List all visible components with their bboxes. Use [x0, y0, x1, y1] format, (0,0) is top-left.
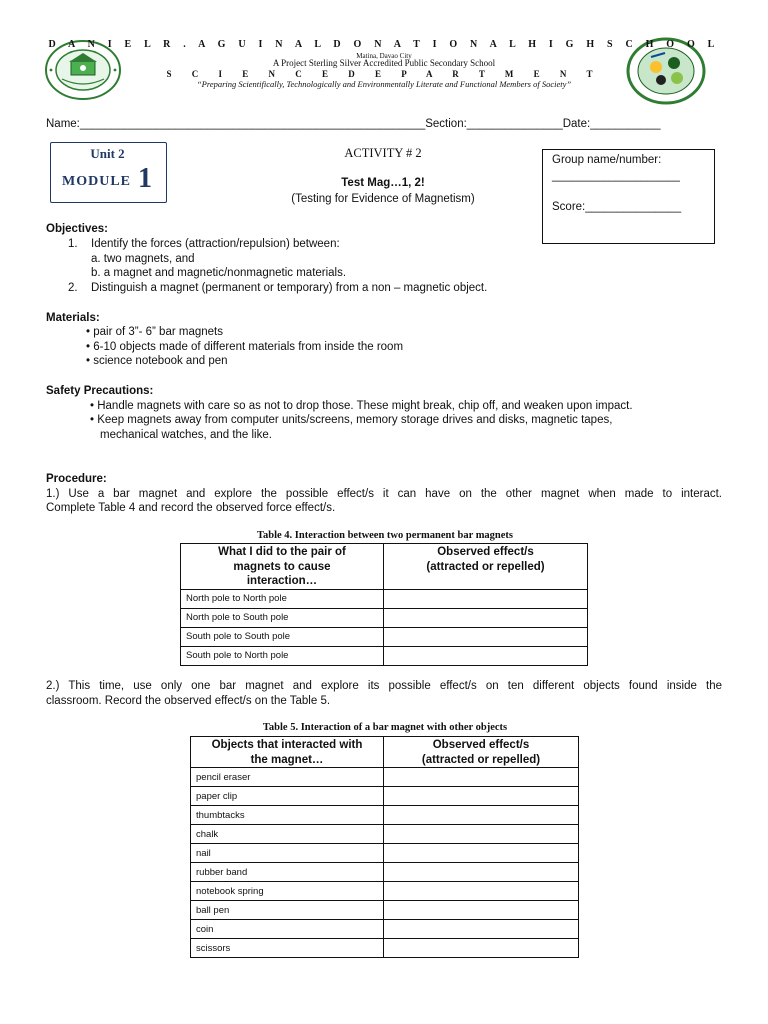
table5-cell-object: scissors: [191, 939, 384, 958]
table4-cell-action: North pole to North pole: [181, 589, 384, 608]
table5-header-effect: [384, 737, 579, 768]
table-row: [181, 646, 588, 665]
material-item: • science notebook and pen: [86, 355, 228, 367]
table4-header-line: Observed effect/s: [437, 546, 534, 558]
activity-title: ACTIVITY # 2: [344, 146, 422, 160]
material-item: • 6-10 objects made of different materials from inside the room: [86, 341, 404, 353]
table5-cell-object: coin: [191, 920, 384, 939]
objective-number: 1.: [68, 238, 78, 250]
accreditation-line: A Project Sterling Silver Accredited Public Secondary School: [272, 58, 496, 68]
group-name-label: Group name/number:: [552, 154, 662, 166]
table-row: [181, 627, 588, 646]
procedure-step-2-continued: classroom. Record the observed effect/s on the Table 5.: [46, 695, 331, 707]
table4-header-line: What I did to the pair of: [218, 546, 346, 558]
objective-subitem: b. a magnet and magnetic/nonmagnetic materials.: [91, 267, 347, 279]
table5-cell-object: rubber band: [191, 863, 384, 882]
material-item-text: science notebook and pen: [93, 355, 228, 367]
table5-cell-object: notebook spring: [191, 882, 384, 901]
table4-header-action: [181, 544, 384, 590]
table5-cell-effect[interactable]: [384, 787, 579, 806]
table4-header-line: interaction…: [246, 575, 318, 587]
department-name: S C I E N C E D E P A R T M E N T: [166, 69, 602, 79]
table5-header-line: (attracted or repelled): [421, 753, 541, 766]
table5-cell-object: paper clip: [191, 787, 384, 806]
table4-header-line: (attracted or repelled): [426, 560, 545, 573]
table5: [190, 736, 579, 958]
table4-cell-effect[interactable]: [384, 627, 588, 646]
table4: [180, 543, 588, 666]
group-name-field[interactable]: ____________________: [552, 170, 680, 182]
table-row: [191, 920, 579, 939]
table5-cell-effect[interactable]: [384, 939, 579, 958]
table-row: [181, 589, 588, 608]
objective-subitem: a. two magnets, and: [91, 253, 195, 265]
table5-cell-effect[interactable]: [384, 825, 579, 844]
table5-cell-effect[interactable]: [384, 863, 579, 882]
procedure-heading: Procedure:: [46, 473, 107, 485]
table-row: [191, 863, 579, 882]
safety-heading: Safety Precautions:: [46, 385, 154, 397]
material-item: • pair of 3”- 6” bar magnets: [86, 326, 223, 338]
procedure-step-2: 2.) This time, use only one bar magnet and explore its possible effect/s on ten different objects found inside the: [46, 680, 722, 692]
table5-header-object: [191, 737, 384, 768]
table-row: [191, 844, 579, 863]
school-town: Matina, Davao City: [356, 52, 412, 60]
materials-heading: Materials:: [46, 312, 100, 324]
activity-subtitle: Test Mag…1, 2!: [341, 177, 425, 189]
table4-caption: Table 4. Interaction between two permanent bar magnets: [256, 530, 514, 541]
table5-cell-object: ball pen: [191, 901, 384, 920]
table-row: [191, 825, 579, 844]
table-row: [191, 806, 579, 825]
objectives-heading: Objectives:: [46, 223, 108, 235]
score-field[interactable]: Score:_______________: [552, 201, 682, 213]
table5-cell-effect[interactable]: [384, 901, 579, 920]
table4-cell-effect[interactable]: [384, 608, 588, 627]
table4-header-effect: [384, 544, 588, 590]
table4-cell-effect[interactable]: [384, 646, 588, 665]
material-item-text: 6-10 objects made of different materials from inside the room: [93, 341, 404, 353]
table5-cell-effect[interactable]: [384, 806, 579, 825]
safety-item: • Keep magnets away from computer units/screens, memory storage drives and disks, magnetic tapes,: [90, 414, 613, 426]
safety-item-text: Handle magnets with care so as not to drop those. These might break, chip off, and weaken upon impact.: [97, 400, 633, 412]
table-row: [191, 768, 579, 787]
table5-header-line: the magnet…: [250, 753, 324, 766]
table5-cell-object: thumbtacks: [191, 806, 384, 825]
school-name: D A N I E L R . A G U I N A L D O N A T I O N A L H I G H S C H O O L: [48, 39, 720, 50]
table5-cell-object: pencil eraser: [191, 768, 384, 787]
procedure-step-1: 1.) Use a bar magnet and explore the possible effect/s it can have on the other magnet when made to interact.: [46, 488, 722, 500]
table-row: [191, 939, 579, 958]
material-item-text: pair of 3”- 6” bar magnets: [93, 326, 223, 338]
table5-caption: Table 5. Interaction of a bar magnet with other objects: [262, 722, 508, 733]
table5-cell-object: nail: [191, 844, 384, 863]
table4-header-line: magnets to cause: [233, 560, 331, 573]
objective-item: Distinguish a magnet (permanent or temporary) from a non – magnetic object.: [91, 282, 488, 294]
safety-item-continued: mechanical watches, and the like.: [100, 429, 272, 441]
table4-cell-action: North pole to South pole: [181, 608, 384, 627]
module-label: MODULE: [62, 174, 131, 189]
table5-header-line: Objects that interacted with: [211, 739, 363, 751]
table-row: [191, 882, 579, 901]
objective-item: Identify the forces (attraction/repulsion) between:: [91, 238, 340, 250]
table-row: [181, 608, 588, 627]
procedure-step-1-continued: Complete Table 4 and record the observed force effect/s.: [46, 502, 336, 514]
module-number: 1: [138, 163, 152, 194]
name-section-date-line[interactable]: Name:______________________________________________________Section:_______________Date:___________: [46, 118, 661, 130]
activity-description: (Testing for Evidence of Magnetism): [291, 193, 475, 205]
table4-cell-action: South pole to North pole: [181, 646, 384, 665]
unit-label: Unit 2: [90, 146, 125, 161]
table-row: [191, 787, 579, 806]
table5-header-line: Observed effect/s: [432, 739, 530, 751]
school-motto: “Preparing Scientifically, Technologically and Environmentally Literate and Functional Members of Society”: [196, 79, 572, 89]
table4-cell-effect[interactable]: [384, 589, 588, 608]
table5-cell-effect[interactable]: [384, 768, 579, 787]
safety-item: • Handle magnets with care so as not to drop those. These might break, chip off, and weaken upon impact.: [90, 400, 633, 412]
table5-cell-effect[interactable]: [384, 882, 579, 901]
table-row: [191, 901, 579, 920]
safety-item-text: Keep magnets away from computer units/screens, memory storage drives and disks, magnetic tapes,: [97, 414, 613, 426]
table5-cell-object: chalk: [191, 825, 384, 844]
table5-cell-effect[interactable]: [384, 844, 579, 863]
table5-cell-effect[interactable]: [384, 920, 579, 939]
objective-number: 2.: [68, 282, 78, 294]
table4-cell-action: South pole to South pole: [181, 627, 384, 646]
